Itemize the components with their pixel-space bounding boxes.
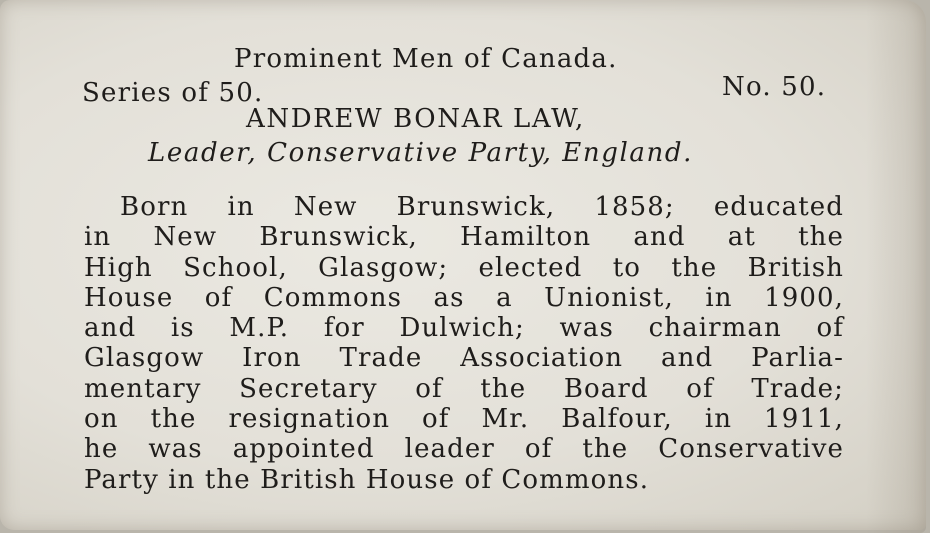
- biography-line: House of Commons as a Unionist, in 1900,: [84, 282, 844, 313]
- series-count: Series of 50.: [82, 78, 264, 108]
- subject-role: Leader, Conservative Party, England.: [148, 138, 693, 168]
- card-number: No. 50.: [722, 72, 827, 102]
- biography-line: on the resignation of Mr. Balfour, in 1911,: [84, 404, 844, 435]
- biography-line: in New Brunswick, Hamilton and at the: [84, 222, 844, 253]
- biography: [84, 192, 844, 495]
- card-edge-wear: [866, 0, 926, 533]
- biography-line: mentary Secretary of the Board of Trade;: [84, 373, 844, 404]
- biography-line: Glasgow Iron Trade Association and Parlia-: [84, 343, 844, 374]
- biography-line: he was appointed leader of the Conservative: [84, 434, 844, 465]
- biography-line: Born in New Brunswick, 1858; educated: [120, 192, 844, 222]
- biography-line: Party in the British House of Commons.: [84, 464, 650, 495]
- biography-line: High School, Glasgow; elected to the British: [84, 252, 844, 283]
- subject-name: ANDREW BONAR LAW,: [246, 104, 585, 134]
- biography-line: and is M.P. for Dulwich; was chairman of: [84, 313, 844, 344]
- series-title: Prominent Men of Canada.: [234, 44, 618, 74]
